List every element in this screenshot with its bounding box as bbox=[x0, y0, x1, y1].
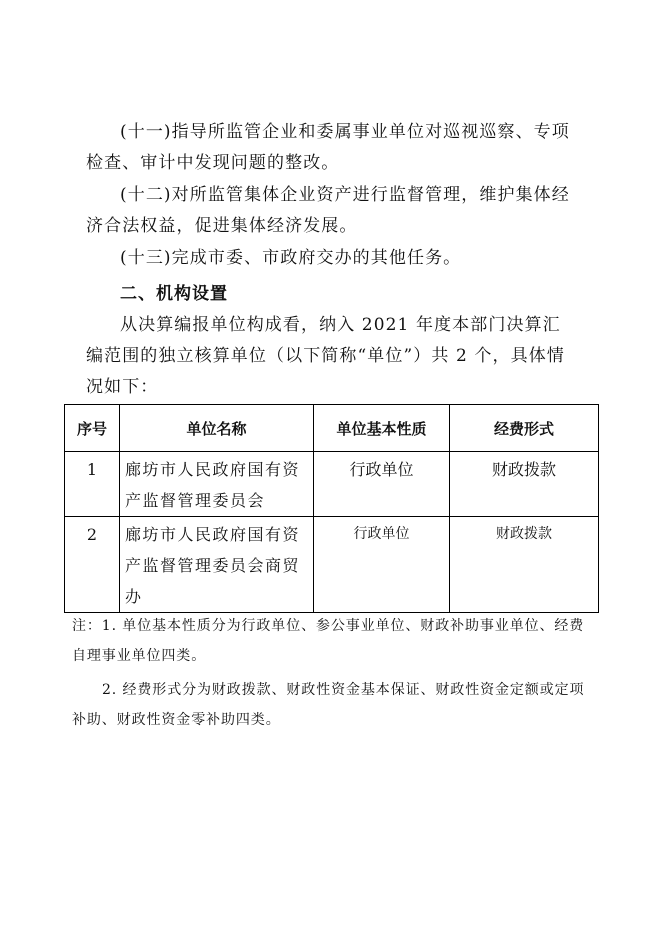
cell-unit-name: 廊坊市人民政府国有资产监督管理委员会商贸办 bbox=[120, 517, 314, 613]
section-heading: 二、机构设置 bbox=[120, 284, 228, 304]
paragraph-item-11: (十一)指导所监管企业和委属事业单位对巡视巡察、专项检查、审计中发现问题的整改。 bbox=[86, 122, 570, 173]
cell-funding: 财政拨款 bbox=[450, 452, 599, 517]
cell-no: 1 bbox=[65, 452, 120, 517]
table-row bbox=[65, 452, 599, 517]
header-funding: 经费形式 bbox=[450, 405, 599, 452]
section-intro: 从决算编报单位构成看，纳入 2021 年度本部门决算汇编范围的独立核算单位（以下简称“单位”）共 2 个，具体情况如下： bbox=[86, 315, 565, 397]
header-nature: 单位基本性质 bbox=[314, 405, 450, 452]
cell-nature: 行政单位 bbox=[314, 452, 450, 517]
table-note-2: 2. 经费形式分为财政拨款、财政性资金基本保证、财政性资金定额或定项补助、财政性资金零补助四类。 bbox=[72, 682, 585, 728]
cell-nature: 行政单位 bbox=[314, 517, 450, 613]
header-name: 单位名称 bbox=[120, 405, 314, 452]
cell-unit-name: 廊坊市人民政府国有资产监督管理委员会 bbox=[120, 452, 314, 517]
cell-no: 2 bbox=[65, 517, 120, 613]
paragraph-item-12: (十二)对所监管集体企业资产进行监督管理，维护集体经济合法权益，促进集体经济发展。 bbox=[86, 185, 570, 236]
cell-funding: 财政拨款 bbox=[450, 517, 599, 613]
table-row bbox=[65, 517, 599, 613]
paragraph-item-13: (十三)完成市委、市政府交办的其他任务。 bbox=[120, 248, 462, 268]
units-table bbox=[64, 404, 599, 613]
table-header-row bbox=[65, 405, 599, 452]
header-no: 序号 bbox=[65, 405, 120, 452]
table-note-1: 注：1. 单位基本性质分为行政单位、参公事业单位、财政补助事业单位、经费自理事业单位四类。 bbox=[72, 618, 585, 664]
